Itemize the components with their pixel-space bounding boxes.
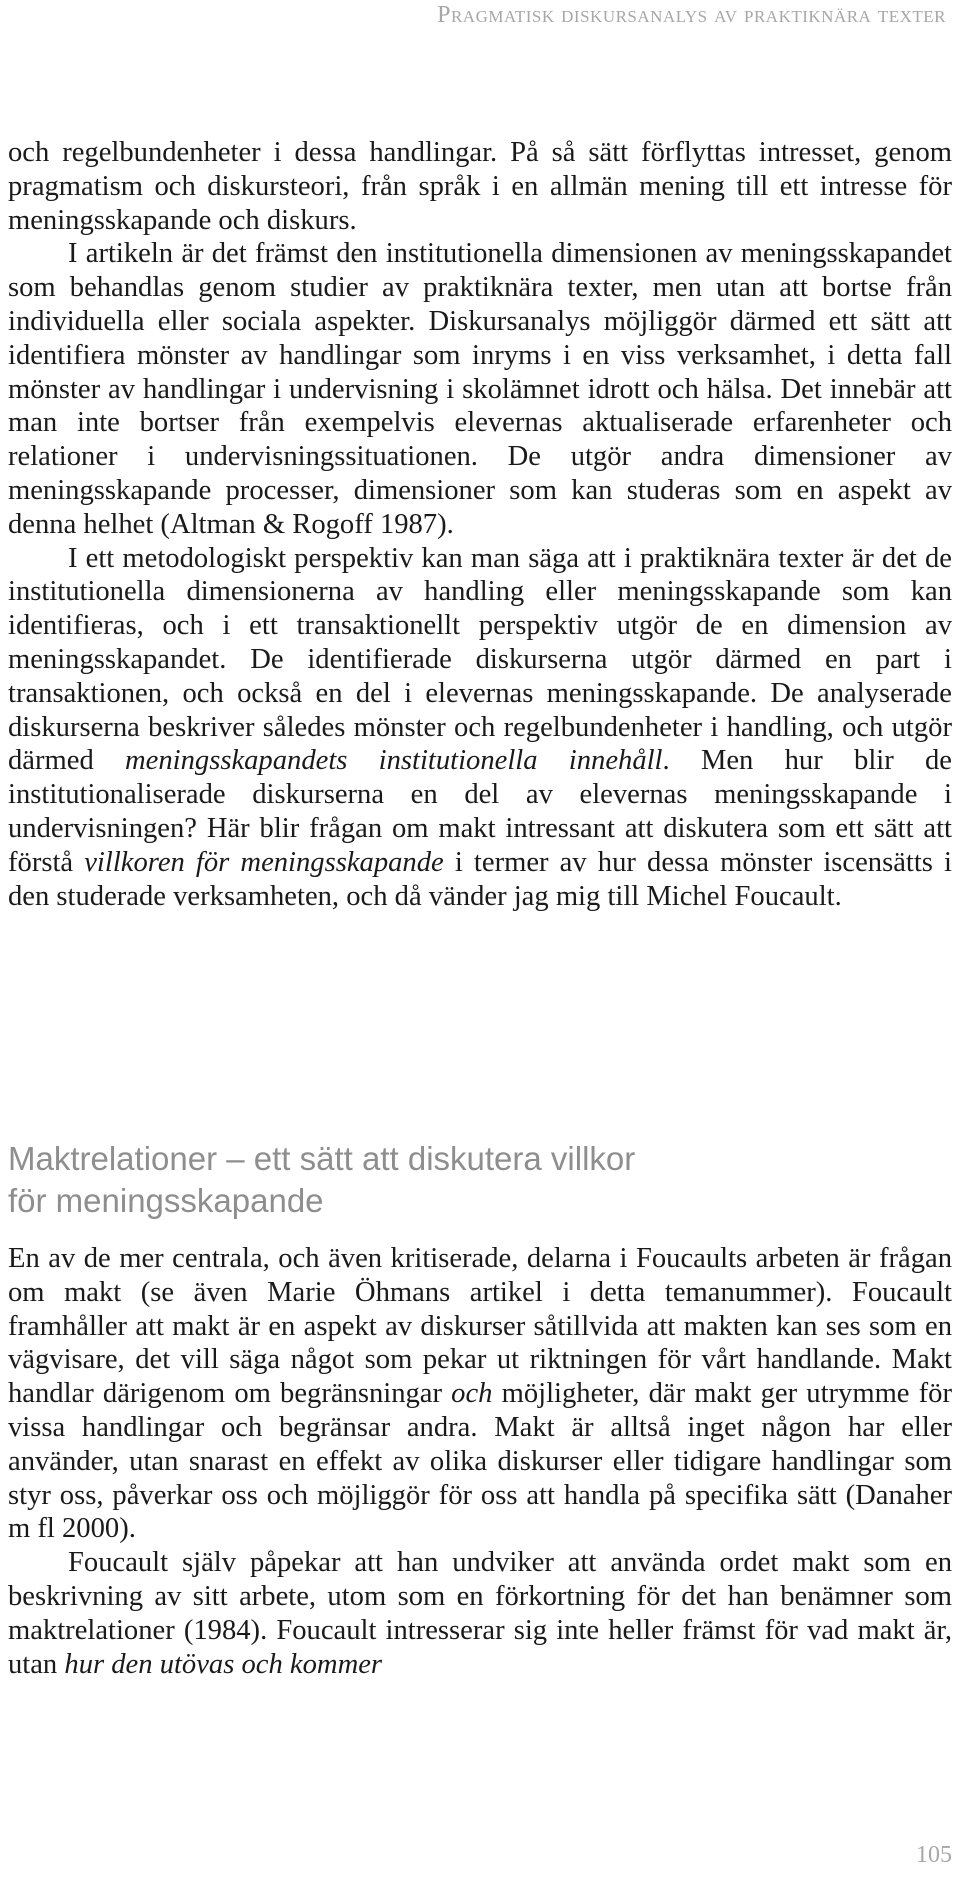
text-run: En av de mer centrala, och även kritiserade, delarna i Foucaults arbeten är frågan om makt (se även Marie Öhmans artikel i detta temanummer). Foucault framhåller att makt är en aspekt av diskurser såtillvida att makten kan ses som en vägvisare, det vill säga något som pekar ut riktningen för vårt handlande. Makt handlar därigenom om begränsningar xyxy=(8,1243,952,1410)
text-run: I ett metodologiskt perspektiv kan man säga att i praktiknära texter är det de institutionella dimensionerna av handling eller meningsskapande som kan identifieras, och i ett transaktionellt perspektiv utgör de en dimension av meningsskapandet. De identifierade diskurserna utgör därmed en part i transaktionen, och också en del i elevernas meningsskapande. De analyserade diskurserna beskriver således mönster och regelbundenheter i handling, och utgör därmed xyxy=(8,542,952,777)
paragraph: I artikeln är det främst den institutionella dimensionen av meningsskapandet som behandlas genom studier av praktiknära texter, men utan att bortse från individuella eller sociala aspekter. Diskursanalys möjliggör därmed ett sätt att identifiera mönster av handlingar som inryms i en viss verksamhet, i detta fall mönster av handlingar i undervisning i skolämnet idrott och hälsa. Det innebär att man inte bortser från exempelvis elevernas aktualiserade erfarenheter och relationer i undervisningssituationen. De utgör andra dimensioner av meningsskapande processer, dimensioner som kan studeras som en aspekt av denna helhet (Altman & Rogoff 1987). xyxy=(8,238,952,540)
page-number: 105 xyxy=(916,1842,952,1868)
italic-run: meningsskapandets institutionella innehåll xyxy=(125,745,663,777)
body-section-2 xyxy=(8,1242,952,1681)
heading-line: för meningsskapande xyxy=(8,1182,324,1219)
paragraph xyxy=(8,1242,952,1546)
italic-run: villkoren för meningsskapande xyxy=(84,846,444,878)
paragraph xyxy=(8,542,952,914)
text-run: . Men hur blir de institutionaliserade diskurserna en del av elevernas meningsskapande i undervisningen? Här blir frågan om makt intressant att diskutera som ett sätt att förstå xyxy=(8,745,952,878)
paragraph xyxy=(8,1546,952,1681)
text-run: i termer av hur dessa mönster iscensätts i den studerade verksamheten, och då vänder jag mig till Michel Foucault. xyxy=(8,846,952,912)
heading-line: Maktrelationer – ett sätt att diskutera villkor xyxy=(8,1140,636,1177)
italic-run: och xyxy=(451,1378,493,1410)
text-run: möjligheter, där makt ger utrymme för vissa handlingar och begränsar andra. Makt är alltså inget någon har eller använder, utan snarast en effekt av olika diskurser eller tidigare handlingar som styr oss, påverkar oss och möjliggör för oss att handla på specifika sätt (Danaher m fl 2000). xyxy=(8,1378,953,1545)
text-run: Foucault själv påpekar att han undviker att använda ordet makt som en beskrivning av sitt arbete, utom som en förkortning för det han benämner som maktrelationer (1984). Foucault intresserar sig inte heller främst för vad makt är, utan xyxy=(8,1547,952,1680)
section-heading xyxy=(8,1138,952,1222)
italic-run: hur den utövas och kommer xyxy=(64,1648,383,1680)
paragraph: och regelbundenheter i dessa handlingar. På så sätt förflyttas intresset, genom pragmatism och diskursteori, från språk i en allmän mening till ett intresse för meningsskapande och diskurs. xyxy=(8,137,952,236)
body-section-1 xyxy=(8,136,952,913)
running-header: Pragmatisk diskursanalys av praktiknära texter xyxy=(437,2,946,28)
